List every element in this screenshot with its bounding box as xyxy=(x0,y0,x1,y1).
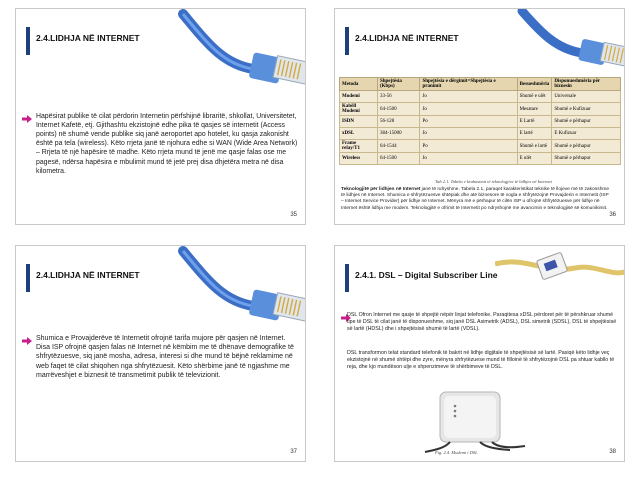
network-cable-image xyxy=(173,9,306,109)
table-row xyxy=(340,91,621,103)
table-header-row xyxy=(340,78,621,91)
table-cell: E ulët xyxy=(517,153,552,165)
slide-body-text: DSL Ofron Internet me qasje të shpejtë nëpër linjat telefonike. Paraqitesa xDSL përdoret për të përshkruar shumë tipe të DSL të cilat janë të disponueshme, siq janë DSL Asimetrik (ADSL), DSL simetrik (SDSL), DSL të shpejtësisë së lartë (HDSL) dhe i shpejtësisë shumë të lartë (VDSL). xyxy=(347,312,617,333)
table-cell: 64-1500 xyxy=(377,153,420,165)
arrow-bullet-icon xyxy=(22,115,32,123)
table-cell: 56-128 xyxy=(377,116,420,128)
table-cell: Universale xyxy=(552,91,621,103)
figure-caption: Fig. 2.4. Modemi i DSL xyxy=(435,450,478,455)
slide-title: 2.4.LIDHJA NË INTERNET xyxy=(355,33,459,43)
table-cell: Po xyxy=(420,116,517,128)
table-cell: E Kufizuar xyxy=(552,128,621,140)
column-header: Shpejtësia e dërgimit=Shpejtësia e pranimit xyxy=(420,78,517,91)
comparison-table xyxy=(339,77,621,165)
table-cell: Jo xyxy=(420,91,517,103)
table-cell: ISDN xyxy=(340,116,378,128)
page-number: 38 xyxy=(609,449,616,455)
table-caption: Tab 2.1. Tabela e krahasimit të teknologjive të lidhjes në Internet xyxy=(435,179,552,184)
title-accent xyxy=(345,27,349,55)
table-cell: Shumë e lartë xyxy=(517,140,552,153)
table-cell: Shumë e përhapur xyxy=(552,153,621,165)
table-cell: Modemi xyxy=(340,91,378,103)
table-cell: Jo xyxy=(420,128,517,140)
slide-36 xyxy=(334,8,625,225)
slide-body-text-2: DSL transformon telat standard telefonik të bakrit në lidhje digjitale të shpejtësisë së lartë. Pasiqë këto lidhje veç ekzistojnë në shumë shtëpi dhe zyre, mënyra shfrytëzuese mund të filloinë të shfrytëzojnë DSL pa shtuar kabllo të reja, dhe kjo mundëson ulje e shpenzimeve të shërbimeve të DSL. xyxy=(347,350,615,371)
table-row xyxy=(340,103,621,116)
column-header: Shpejtësia (Kbps) xyxy=(377,78,420,91)
table-row xyxy=(340,153,621,165)
body-rest: janë të ndryshme. Tabela 2.1, paraqet karakteristikat teknike të llojeve më të zakonshme të lidhjes në Internet. Shumica e shfrytëzuesve shtëpiak dhe atë biznesore të vogla e shfrytëzojnë Provajderin e Internetit (ISP – Internet Service Provider) për lidhje në Internet. Mënyra më e përhapur të cilën ISP u ofrojnë shfrytëzuesve për lidhje në Internet është lidhja me modem. Teknologjitë e ofrimit të Internetit po ndryshojnë me avancimin e teknologjisë së komunikimit. xyxy=(341,187,610,211)
page-number: 35 xyxy=(290,212,297,218)
title-bar xyxy=(345,27,465,55)
page-number: 37 xyxy=(290,449,297,455)
column-header: Metoda xyxy=(340,78,378,91)
table-cell: Jo xyxy=(420,153,517,165)
table-row xyxy=(340,128,621,140)
title-bar xyxy=(26,264,146,292)
slide-body-text: Hapësirat publike të cilat përdorin Internetin përfshijnë libraritë, shkollat, Universitetet, Internet Kafetë, etj. Gjithashtu ekzistojnë edhe pika të qasjes së internetit (Access points) në shumë vende publike siq janë aeroportet apo hotelet, ku qasja zakonisht është pa tela (wireless). Këto rrjeta janë të njohura edhe si WAN (Wide Area Network) – Rrjeta të një hapësire të madhe. Këto rrjeta mund të jenë me qasje falas ose me pagesë, ndërsa hapësira e mbulimit mund të jetë prej disa dhjetëra metra në disa kilometra. xyxy=(36,113,298,175)
table-cell: Shumë e përhapur xyxy=(552,116,621,128)
slide-title: 2.4.LIDHJA NË INTERNET xyxy=(36,33,140,43)
table-cell: 384-15000 xyxy=(377,128,420,140)
table-row xyxy=(340,116,621,128)
table-cell: Po xyxy=(420,140,517,153)
dsl-cable-image xyxy=(495,246,625,306)
title-accent xyxy=(26,264,30,292)
table-cell: Kabëll Modemi xyxy=(340,103,378,116)
table-cell: 64-1544 xyxy=(377,140,420,153)
slide-38 xyxy=(334,245,625,462)
slide-title: 2.4.LIDHJA NË INTERNET xyxy=(36,270,140,280)
title-accent xyxy=(26,27,30,55)
table-cell: Shumë e përhapur xyxy=(552,140,621,153)
table-cell: Wireless xyxy=(340,153,378,165)
network-cable-image xyxy=(512,9,625,84)
title-accent xyxy=(345,264,349,292)
slide-37 xyxy=(15,245,306,462)
page-number: 36 xyxy=(609,212,616,218)
arrow-bullet-icon xyxy=(22,337,32,345)
table-cell: E Lartë xyxy=(517,116,552,128)
slide-title: 2.4.1. DSL – Digital Subscriber Line xyxy=(355,270,498,280)
slide-body-text xyxy=(341,187,611,212)
table-cell: 64-1500 xyxy=(377,103,420,116)
dsl-modem-image xyxy=(420,384,530,454)
table-cell: Jo xyxy=(420,103,517,116)
network-cable-image xyxy=(173,246,306,346)
table-cell: E lartë xyxy=(517,128,552,140)
column-header: Besueshmëria xyxy=(517,78,552,91)
body-lead: Teknologjitë për lidhjen në Internet xyxy=(341,187,421,192)
table-cell: xDSL xyxy=(340,128,378,140)
column-header: Disponueshmëria për biznesin xyxy=(552,78,621,91)
table-cell: 33-56 xyxy=(377,91,420,103)
table-row xyxy=(340,140,621,153)
table-cell: Frame relay/T1 xyxy=(340,140,378,153)
slide-35 xyxy=(15,8,306,225)
table-cell: Mesatare xyxy=(517,103,552,116)
slide-body-text: Shumica e Provajderëve të Internetit ofrojnë tarifa mujore për qasjen në Internet. Disa ISP ofrojnë qasjen falas në Internet në këmbim me të dhënave demografike të shfrytëzuesve, siq janë mosha, adresa, interesi si dhe mund të bëjnë reklamime në web faqet të cilat shiqohen nga shfrytëzuesit. Këto shërbime janë të ngjashme me marrëveshjet e biznesit të transmetimit publik të televizionit. xyxy=(36,335,294,379)
table-cell: Shumë e Kufizuar xyxy=(552,103,621,116)
title-bar xyxy=(26,27,146,55)
table-cell: Shumë e ulët xyxy=(517,91,552,103)
